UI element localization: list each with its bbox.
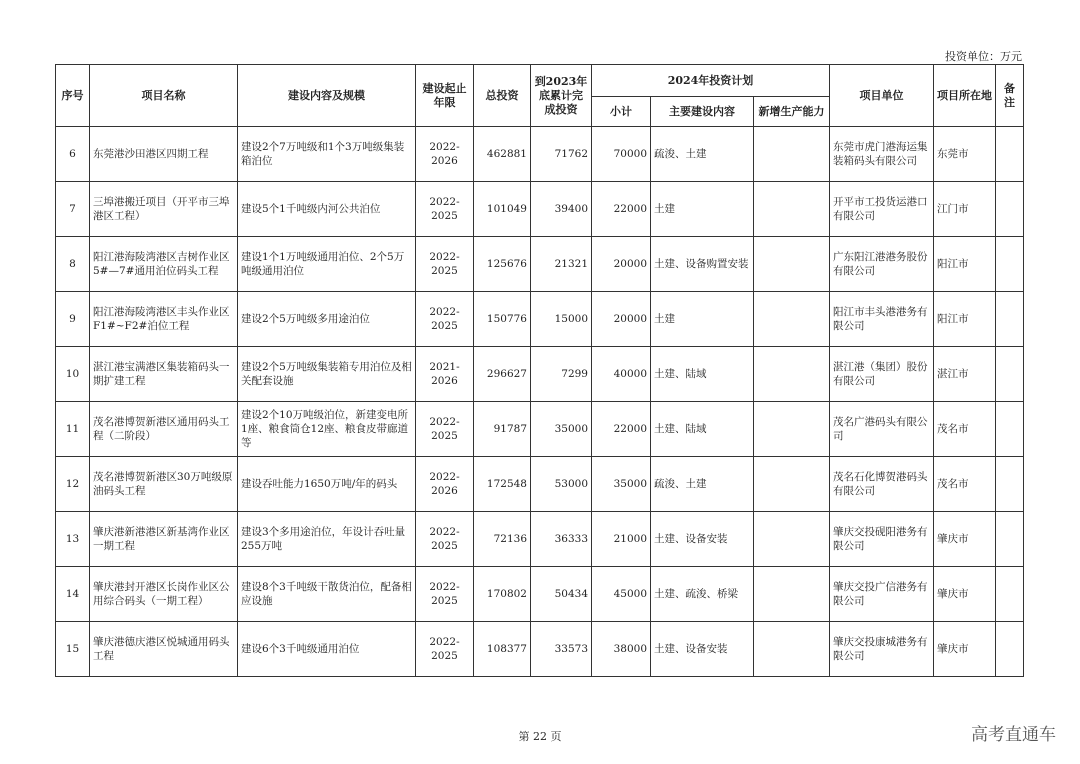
cell-new-capacity [754, 237, 830, 292]
cell-total-investment: 125676 [474, 237, 531, 292]
cell-main-content: 土建、设备安装 [651, 622, 754, 677]
cell-completed-investment: 7299 [531, 347, 592, 402]
cell-project-unit: 湛江港（集团）股份有限公司 [830, 347, 934, 402]
cell-remarks [996, 127, 1024, 182]
cell-new-capacity [754, 347, 830, 402]
cell-completed-investment: 21321 [531, 237, 592, 292]
cell-project-unit: 阳江市丰头港港务有限公司 [830, 292, 934, 347]
cell-completed-investment: 35000 [531, 402, 592, 457]
cell-main-content: 土建、设备购置安装 [651, 237, 754, 292]
cell-location: 茂名市 [934, 402, 996, 457]
cell-period: 2021-2026 [416, 347, 474, 402]
cell-project-unit: 开平市工投货运港口有限公司 [830, 182, 934, 237]
cell-remarks [996, 402, 1024, 457]
table-row [56, 347, 1024, 402]
cell-period: 2022-2025 [416, 182, 474, 237]
cell-project-name: 肇庆港德庆港区悦城通用码头工程 [90, 622, 238, 677]
cell-location: 肇庆市 [934, 622, 996, 677]
cell-new-capacity [754, 402, 830, 457]
cell-subtotal: 38000 [592, 622, 651, 677]
cell-period: 2022-2026 [416, 127, 474, 182]
cell-subtotal: 40000 [592, 347, 651, 402]
cell-location: 东莞市 [934, 127, 996, 182]
cell-remarks [996, 292, 1024, 347]
investment-plan-table [55, 64, 1024, 677]
cell-completed-investment: 71762 [531, 127, 592, 182]
cell-new-capacity [754, 457, 830, 512]
cell-total-investment: 172548 [474, 457, 531, 512]
cell-period: 2022-2025 [416, 402, 474, 457]
cell-new-capacity [754, 622, 830, 677]
cell-total-investment: 170802 [474, 567, 531, 622]
cell-location: 肇庆市 [934, 567, 996, 622]
cell-project-unit: 肇庆交投康城港务有限公司 [830, 622, 934, 677]
cell-total-investment: 296627 [474, 347, 531, 402]
cell-project-unit: 广东阳江港港务股份有限公司 [830, 237, 934, 292]
header-total-investment: 总投资 [474, 65, 531, 127]
cell-index: 10 [56, 347, 90, 402]
cell-total-investment: 91787 [474, 402, 531, 457]
cell-content: 建设2个7万吨级和1个3万吨级集装箱泊位 [238, 127, 416, 182]
header-location: 项目所在地 [934, 65, 996, 127]
cell-project-name: 肇庆港新港港区新基湾作业区一期工程 [90, 512, 238, 567]
cell-remarks [996, 622, 1024, 677]
header-index: 序号 [56, 65, 90, 127]
cell-total-investment: 72136 [474, 512, 531, 567]
table-row [56, 512, 1024, 567]
cell-main-content: 土建、设备安装 [651, 512, 754, 567]
cell-location: 阳江市 [934, 237, 996, 292]
cell-content: 建设吞吐能力1650万吨/年的码头 [238, 457, 416, 512]
cell-remarks [996, 347, 1024, 402]
table-body [56, 127, 1024, 677]
cell-index: 8 [56, 237, 90, 292]
cell-content: 建设2个10万吨级泊位，新建变电所1座、粮食筒仓12座、粮食皮带廊道等 [238, 402, 416, 457]
table-row [56, 567, 1024, 622]
cell-content: 建设1个1万吨级通用泊位、2个5万吨级通用泊位 [238, 237, 416, 292]
cell-location: 茂名市 [934, 457, 996, 512]
header-completed-investment: 到2023年底累计完成投资 [531, 65, 592, 127]
cell-index: 15 [56, 622, 90, 677]
cell-main-content: 土建、陆域 [651, 347, 754, 402]
cell-remarks [996, 182, 1024, 237]
table-row [56, 402, 1024, 457]
cell-project-name: 茂名港博贺新港区30万吨级原油码头工程 [90, 457, 238, 512]
cell-period: 2022-2025 [416, 512, 474, 567]
cell-new-capacity [754, 567, 830, 622]
cell-completed-investment: 33573 [531, 622, 592, 677]
table-row [56, 622, 1024, 677]
cell-period: 2022-2025 [416, 292, 474, 347]
cell-completed-investment: 36333 [531, 512, 592, 567]
cell-remarks [996, 512, 1024, 567]
cell-period: 2022-2025 [416, 237, 474, 292]
cell-content: 建设6个3千吨级通用泊位 [238, 622, 416, 677]
cell-main-content: 疏浚、土建 [651, 457, 754, 512]
cell-main-content: 土建、陆域 [651, 402, 754, 457]
cell-remarks [996, 237, 1024, 292]
cell-index: 12 [56, 457, 90, 512]
cell-completed-investment: 39400 [531, 182, 592, 237]
cell-period: 2022-2025 [416, 622, 474, 677]
header-content: 建设内容及规模 [238, 65, 416, 127]
cell-remarks [996, 567, 1024, 622]
investment-unit-note: 投资单位：万元 [945, 50, 1022, 63]
cell-project-name: 肇庆港封开港区长岗作业区公用综合码头（一期工程） [90, 567, 238, 622]
cell-project-unit: 肇庆交投广信港务有限公司 [830, 567, 934, 622]
header-project-unit: 项目单位 [830, 65, 934, 127]
cell-subtotal: 20000 [592, 292, 651, 347]
cell-content: 建设5个1千吨级内河公共泊位 [238, 182, 416, 237]
cell-content: 建设8个3千吨级干散货泊位，配备相应设施 [238, 567, 416, 622]
cell-subtotal: 22000 [592, 182, 651, 237]
cell-total-investment: 108377 [474, 622, 531, 677]
cell-project-unit: 茂名广港码头有限公司 [830, 402, 934, 457]
cell-main-content: 疏浚、土建 [651, 127, 754, 182]
cell-subtotal: 20000 [592, 237, 651, 292]
cell-subtotal: 45000 [592, 567, 651, 622]
cell-main-content: 土建 [651, 182, 754, 237]
cell-completed-investment: 53000 [531, 457, 592, 512]
cell-content: 建设2个5万吨级集装箱专用泊位及相关配套设施 [238, 347, 416, 402]
cell-content: 建设2个5万吨级多用途泊位 [238, 292, 416, 347]
cell-subtotal: 21000 [592, 512, 651, 567]
cell-new-capacity [754, 512, 830, 567]
header-new-capacity: 新增生产能力 [754, 97, 830, 127]
cell-period: 2022-2025 [416, 567, 474, 622]
header-main-content: 主要建设内容 [651, 97, 754, 127]
header-subtotal: 小计 [592, 97, 651, 127]
cell-completed-investment: 15000 [531, 292, 592, 347]
table-row [56, 457, 1024, 512]
cell-project-name: 阳江港海陵湾港区丰头作业区F1#~F2#泊位工程 [90, 292, 238, 347]
cell-project-unit: 东莞市虎门港海运集装箱码头有限公司 [830, 127, 934, 182]
cell-new-capacity [754, 127, 830, 182]
cell-project-name: 三埠港搬迁项目（开平市三埠港区工程） [90, 182, 238, 237]
cell-index: 13 [56, 512, 90, 567]
header-plan-2024: 2024年投资计划 [592, 65, 830, 97]
header-period: 建设起止年限 [416, 65, 474, 127]
cell-location: 阳江市 [934, 292, 996, 347]
cell-subtotal: 70000 [592, 127, 651, 182]
table-row [56, 237, 1024, 292]
cell-subtotal: 35000 [592, 457, 651, 512]
cell-project-unit: 肇庆交投砚阳港务有限公司 [830, 512, 934, 567]
page-number: 第 22 页 [518, 730, 562, 743]
table-row [56, 127, 1024, 182]
cell-period: 2022-2026 [416, 457, 474, 512]
cell-total-investment: 150776 [474, 292, 531, 347]
cell-location: 湛江市 [934, 347, 996, 402]
cell-total-investment: 462881 [474, 127, 531, 182]
cell-completed-investment: 50434 [531, 567, 592, 622]
watermark: 高考直通车 [971, 725, 1056, 745]
cell-total-investment: 101049 [474, 182, 531, 237]
header-project-name: 项目名称 [90, 65, 238, 127]
cell-project-name: 阳江港海陵湾港区吉树作业区5#—7#通用泊位码头工程 [90, 237, 238, 292]
cell-index: 14 [56, 567, 90, 622]
table-row [56, 182, 1024, 237]
cell-project-name: 东莞港沙田港区四期工程 [90, 127, 238, 182]
cell-index: 11 [56, 402, 90, 457]
cell-index: 6 [56, 127, 90, 182]
cell-subtotal: 22000 [592, 402, 651, 457]
cell-main-content: 土建、疏浚、桥梁 [651, 567, 754, 622]
cell-index: 7 [56, 182, 90, 237]
cell-new-capacity [754, 292, 830, 347]
table-row [56, 292, 1024, 347]
cell-main-content: 土建 [651, 292, 754, 347]
header-remarks: 备注 [996, 65, 1024, 127]
cell-location: 肇庆市 [934, 512, 996, 567]
cell-project-unit: 茂名石化博贺港码头有限公司 [830, 457, 934, 512]
cell-project-name: 湛江港宝满港区集装箱码头一期扩建工程 [90, 347, 238, 402]
cell-remarks [996, 457, 1024, 512]
cell-content: 建设3个多用途泊位，年设计吞吐量255万吨 [238, 512, 416, 567]
cell-index: 9 [56, 292, 90, 347]
cell-project-name: 茂名港博贺新港区通用码头工程（二阶段） [90, 402, 238, 457]
cell-location: 江门市 [934, 182, 996, 237]
cell-new-capacity [754, 182, 830, 237]
